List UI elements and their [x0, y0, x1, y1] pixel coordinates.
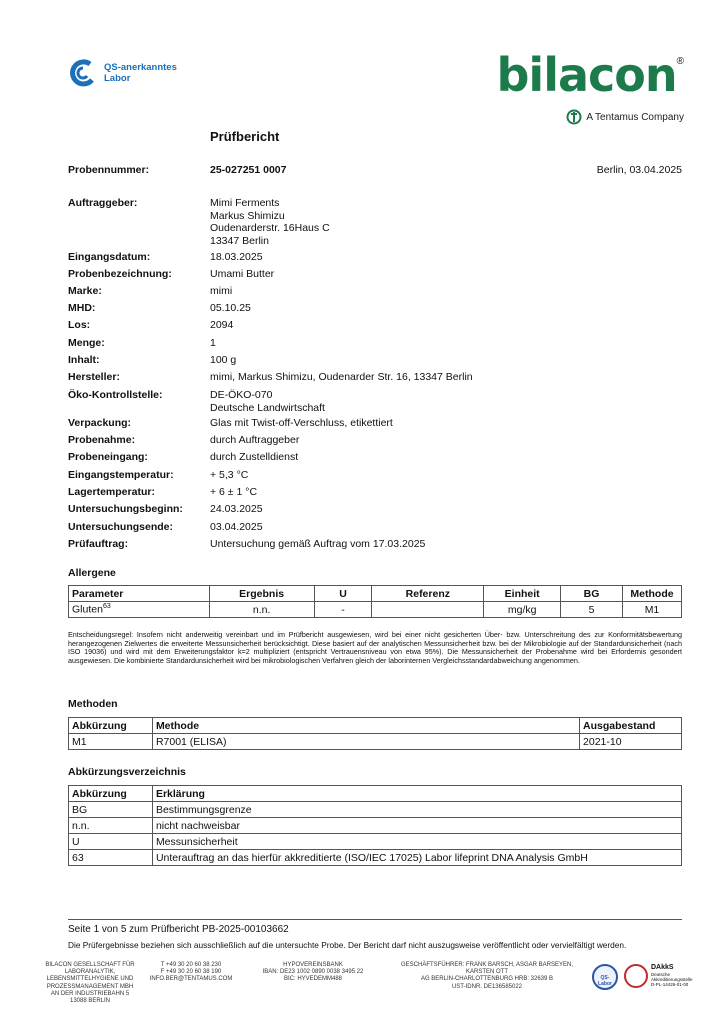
field-label: Hersteller:: [68, 371, 120, 383]
imprint-line: AN DER INDUSTRIEBAHN 5: [50, 990, 130, 997]
abk-header-row: [69, 786, 682, 802]
field-label: Öko-Kontrollstelle:: [68, 389, 163, 401]
field-label: Probenbezeichnung:: [68, 268, 172, 280]
imprint-line: GESCHÄFTSFÜHRER: FRANK BARSCH, ASGAR BARSEYEN,: [400, 962, 574, 968]
field-label: Verpackung:: [68, 417, 132, 429]
abk-heading: Abkürzungsverzeichnis: [68, 766, 186, 778]
cell-abk: U: [69, 834, 153, 850]
table-row: [69, 818, 682, 834]
dakks-sub: Deutsche: [651, 972, 671, 977]
field-value: [210, 389, 325, 414]
parameter-name: Gluten: [72, 603, 103, 616]
field-value: mimi, Markus Shimizu, Oudenarder Str. 16, 13347 Berlin: [210, 371, 473, 383]
cell-erklaerung: nicht nachweisbar: [152, 818, 681, 834]
field-label: Eingangsdatum:: [68, 251, 151, 263]
field-label: Untersuchungsende:: [68, 521, 174, 533]
qs-logo-line1: QS-anerkanntes: [104, 62, 177, 73]
imprint-email: INFO.BER@TENTAMUS.COM: [149, 976, 233, 983]
allergene-table: [68, 585, 682, 618]
cell-bg: 5: [561, 602, 623, 618]
report-date: Berlin, 03.04.2025: [596, 164, 682, 176]
cell-u: -: [314, 602, 372, 618]
imprint-line: BILACON GESELLSCHAFT FÜR: [45, 962, 135, 968]
col-ergebnis: Ergebnis: [209, 586, 314, 602]
cell-ergebnis: n.n.: [209, 602, 314, 618]
cell-referenz: [372, 602, 484, 618]
col-abkuerzung: Abkürzung: [69, 718, 153, 734]
col-abkuerzung: Abkürzung: [69, 786, 153, 802]
field-label: Inhalt:: [68, 354, 100, 366]
field-value: mimi: [210, 285, 233, 297]
field-label: MHD:: [68, 302, 96, 314]
col-methode: Methode: [622, 586, 681, 602]
field-value: Glas mit Twist-off-Verschluss, etikettiert: [210, 417, 393, 429]
cell-erklaerung: Bestimmungsgrenze: [152, 802, 681, 818]
abk-table: [68, 785, 682, 866]
imprint-phone: T +49 30 20 60 38 230: [160, 962, 222, 968]
imprint-line: KARSTEN OTT: [465, 969, 508, 976]
allergene-header-row: [69, 586, 682, 602]
qs-logo-line2: Labor: [104, 73, 131, 84]
dakks-logo: [624, 964, 693, 988]
field-label: Untersuchungsbeginn:: [68, 503, 183, 515]
cell-abk: n.n.: [69, 818, 153, 834]
cell-abk: M1: [69, 734, 153, 750]
footer-disclaimer: Die Prüfergebnisse beziehen sich ausschließlich auf die untersuchte Probe. Der Bericht darf nicht auszugsweise veröffentlicht oder vervielfältigt werden.: [68, 940, 627, 950]
cell-methode: R7001 (ELISA): [152, 734, 579, 750]
field-value-line: DE-ÖKO-070: [210, 389, 273, 401]
field-value: 25-027251 0007: [210, 164, 287, 176]
field-label: Prüfauftrag:: [68, 538, 129, 550]
col-ausgabestand: Ausgabestand: [580, 718, 682, 734]
field-label: Menge:: [68, 337, 105, 349]
field-value-line: Mimi Ferments: [210, 197, 280, 209]
field-value: durch Auftraggeber: [210, 434, 300, 446]
field-value: 24.03.2025: [210, 503, 263, 515]
methoden-header-row: [69, 718, 682, 734]
field-value-line: Deutsche Landwirtschaft: [210, 401, 325, 414]
allergene-heading: Allergene: [68, 567, 116, 579]
cell-erklaerung: Unterauftrag an das hierfür akkreditierte (ISO/IEC 17025) Labor lifeprint DNA Analysis GmbH: [152, 850, 681, 866]
col-parameter: Parameter: [69, 586, 210, 602]
imprint-management: [392, 962, 582, 991]
field-label: Probennummer:: [68, 164, 150, 176]
imprint-line: LEBENSMITTELHYGIENE UND: [46, 976, 134, 983]
imprint-fax: F +49 30 20 60 38 190: [160, 969, 222, 976]
field-value: + 5,3 °C: [210, 469, 249, 481]
imprint-line: UST-IDNR. DE136585022: [451, 983, 523, 990]
tentamus-icon: [566, 109, 582, 125]
table-row: [69, 734, 682, 750]
field-value: 03.04.2025: [210, 521, 263, 533]
field-value: 05.10.25: [210, 302, 251, 314]
page-title: Prüfbericht: [210, 129, 280, 144]
brand-name: bilacon: [496, 48, 677, 102]
brand-subline: [566, 109, 684, 125]
field-value: 18.03.2025: [210, 251, 263, 263]
field-value-line: Oudenarderstr. 16Haus C: [210, 222, 330, 234]
col-methode-name: Methode: [152, 718, 579, 734]
qs-seal-text: QS-Labor: [598, 975, 612, 987]
field-label: Marke:: [68, 285, 102, 297]
field-value-line: 13347 Berlin: [210, 234, 269, 247]
subcontract-mark: 63: [102, 603, 111, 611]
field-label: Lagertemperatur:: [68, 486, 155, 498]
imprint-bank: [246, 962, 380, 984]
col-referenz: Referenz: [372, 586, 484, 602]
methoden-heading: Methoden: [68, 698, 118, 710]
field-label: Probeneingang:: [68, 451, 148, 463]
col-erklaerung: Erklärung: [152, 786, 681, 802]
dakks-sub: D-PL-14426-01-00: [651, 982, 689, 987]
dakks-seal-icon: [624, 964, 648, 988]
imprint-line: LABORANALYTIK,: [64, 969, 116, 976]
table-row: [69, 850, 682, 866]
col-einheit: Einheit: [484, 586, 561, 602]
field-value: durch Zustelldienst: [210, 451, 299, 463]
imprint-contact: [146, 962, 236, 984]
field-value: 2094: [210, 319, 234, 331]
field-value-line: Markus Shimizu: [210, 209, 285, 222]
table-row: [69, 834, 682, 850]
table-row: [69, 602, 682, 618]
footer-divider: [68, 919, 682, 920]
field-value: Umami Butter: [210, 268, 275, 280]
cell-einheit: mg/kg: [484, 602, 561, 618]
footer-page-info: Seite 1 von 5 zum Prüfbericht PB-2025-00103662: [68, 924, 289, 935]
qs-logo-icon: [68, 58, 98, 88]
cell-erklaerung: Messunsicherheit: [152, 834, 681, 850]
imprint-line: PROZESSMANAGEMENT MBH: [46, 983, 134, 990]
cell-parameter: [69, 602, 210, 618]
field-value: Untersuchung gemäß Auftrag vom 17.03.2025: [210, 538, 426, 550]
imprint-line: IBAN: DE23 1002 0890 0038 3495 22: [262, 969, 364, 976]
field-value: [210, 197, 330, 247]
col-bg: BG: [561, 586, 623, 602]
cell-methode: M1: [622, 602, 681, 618]
dakks-sub: Akkreditierungsstelle: [651, 977, 693, 982]
qs-seal-icon: [592, 964, 618, 990]
field-label: Eingangstemperatur:: [68, 469, 174, 481]
imprint-line: AG BERLIN-CHARLOTTENBURG HRB: 32639 B: [420, 976, 554, 983]
dakks-text: DAkkS: [651, 964, 674, 971]
brand-registered-mark: ®: [676, 56, 684, 67]
field-label: Los:: [68, 319, 91, 331]
imprint-line: HYPOVEREINSBANK: [283, 962, 343, 968]
imprint-line: BIC: HYVEDEMM488: [283, 976, 343, 983]
methoden-table: [68, 717, 682, 750]
qs-logo: [68, 58, 177, 88]
imprint-company: [40, 962, 140, 1005]
cell-abk: BG: [69, 802, 153, 818]
col-u: U: [314, 586, 372, 602]
brand-logo: [496, 48, 685, 102]
field-label: Auftraggeber:: [68, 197, 138, 209]
table-row: [69, 802, 682, 818]
decision-rule-text: Entscheidungsregel: Insofern nicht anderweitig vereinbart und im Prüfbericht ausgewiesen, wird bei einer nicht gesicherten Über- bzw. Unterschreitung des zur Konformitätsbewertung herangezogenen Zielwertes die erweiterte Messunsicherheit berücksichtigt. Diese basiert auf der analytischen Messunsicherheit bzw. bei der Mikrobiologie auf der Standardunsicherheit (nach ISO 19036) und wird mit dem Erweiterungsfaktor k=2 multipliziert (entspricht Vertrauensniveau von etwa 95%). Die Messunsicherheit der Probenahme wird bei Erfordernis gesondert ausgewiesen. Die kombinierte Standardunsicherheit wird bei mikrobiologischen Verfahren gleich der laborinternen Vergleichsstandardabweichung angenommen.: [68, 630, 682, 665]
field-label: Probenahme:: [68, 434, 136, 446]
brand-sub-text: A Tentamus Company: [586, 111, 684, 123]
imprint-line: 13088 BERLIN: [69, 998, 111, 1005]
cell-abk: 63: [69, 850, 153, 866]
field-value: + 6 ± 1 °C: [210, 486, 258, 498]
cell-ausgabe: 2021-10: [580, 734, 682, 750]
field-value: 100 g: [210, 354, 237, 366]
field-value: 1: [210, 337, 216, 349]
